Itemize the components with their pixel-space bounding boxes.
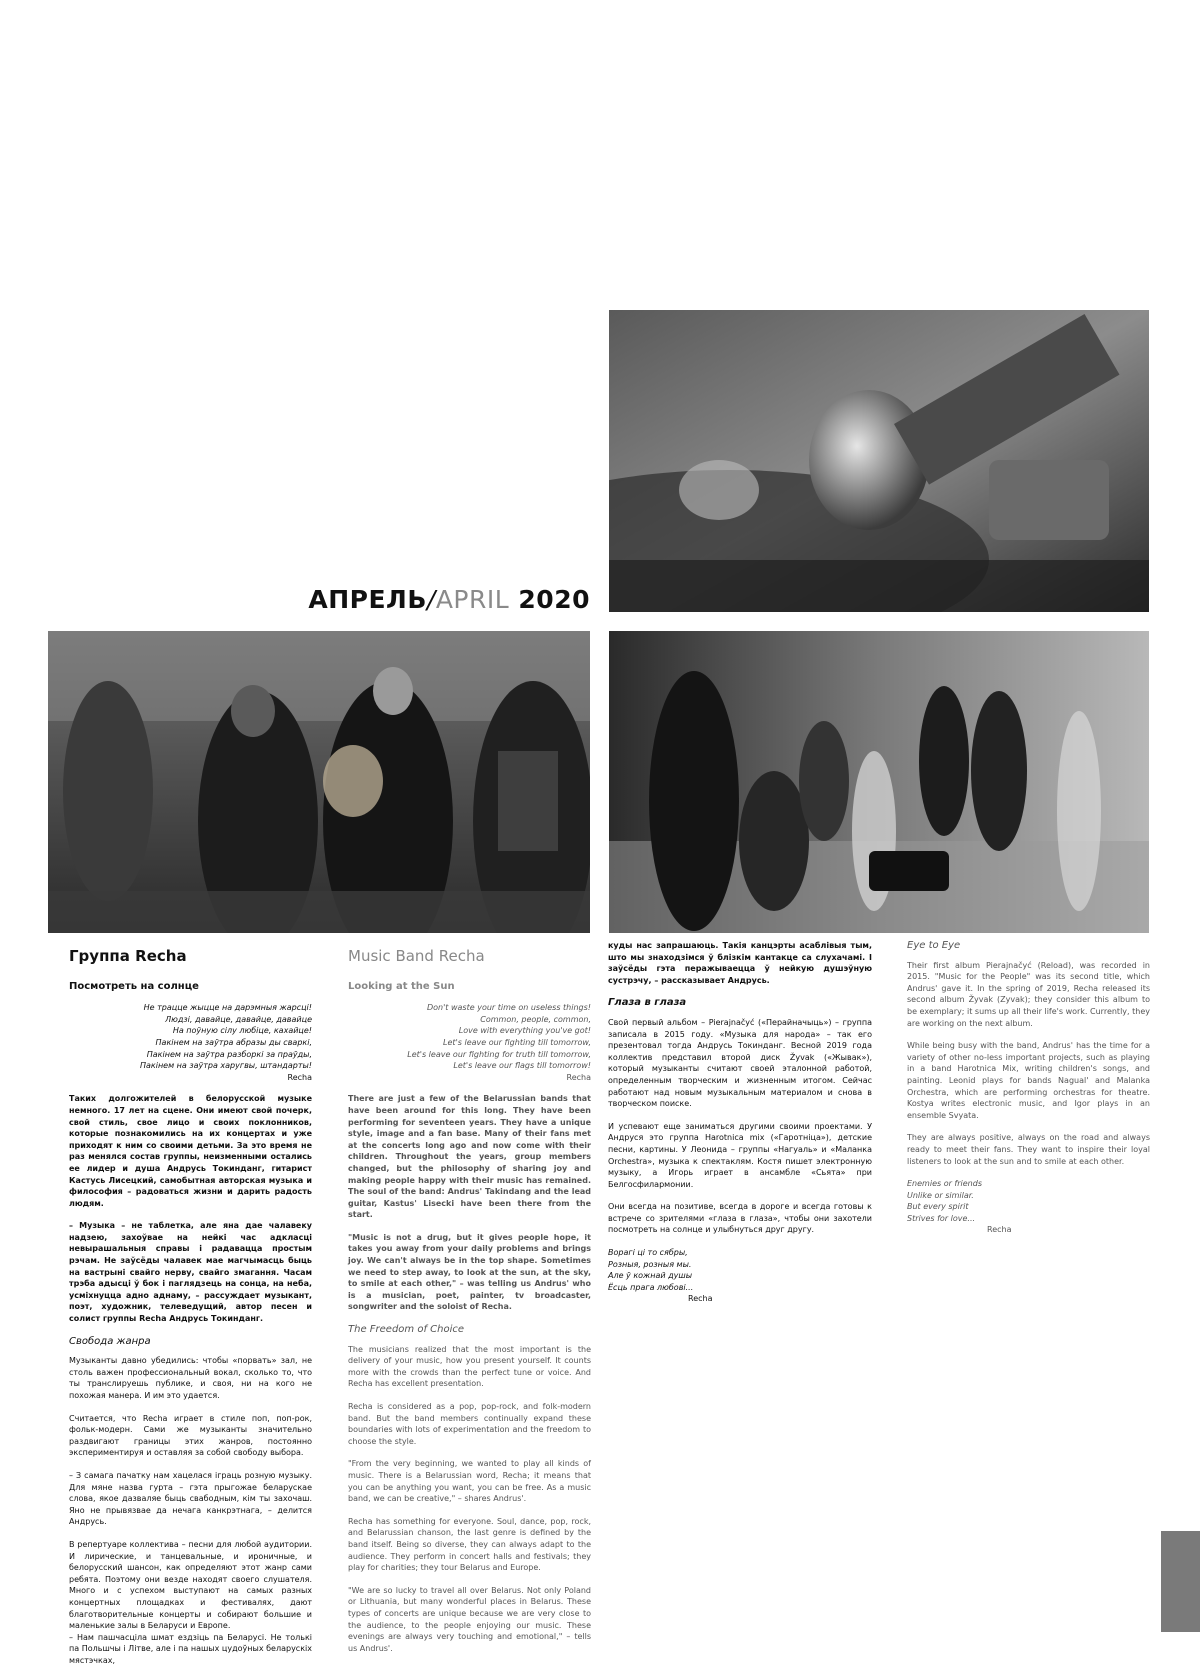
- paragraph: There are just a few of the Belarussian bands that have been around for this long. They have been performing for seventeen years. They have a unique style, image and a fan base. Many of their fans met at the concerts long ago and now come with their children. Throughout the years, group members changed, but the philosophy of sharing joy and making people happy with their music has remained. The soul of the band: Andrus' Takindang and the lead guitar, Kastus' Lisecki have been there from the start.: [348, 1094, 591, 1220]
- article-subtitle-ru: Посмотреть на солнце: [69, 980, 199, 992]
- heading-en: APRIL: [435, 585, 510, 614]
- column-russian-continued: [608, 940, 872, 1315]
- poem-line: Але ў кожнай душы: [608, 1271, 693, 1281]
- paragraph: Свой первый альбом – Pierajnačyć («Перайначыць») – группа записала в 2015 году. «Музыка для народа» – так его презентовал тогда Андрусь Токинданг. Весной 2019 года коллектив представил второй диск Žyvak («Жывак»), который музыканты считают своей эталонной работой, определенным творческим и жизненным итогом. Сейчас работают над новым музыкальным материалом и снова в творческом поиске.: [608, 1017, 872, 1109]
- paragraph: Таких долгожителей в белорусской музыке немного. 17 лет на сцене. Они имеют свой почерк, свой стиль, свое лицо и своих поклонников, которые познакомились на их концертах и уже приходят к ним со своими детьми. За это время не раз менялся состав группы, неизменными остались ее лидер и душа Андрусь Токинданг, гитарист Кастусь Лисецкий, самобытная авторская музыка и философия – радоваться жизни и дарить радость людям.: [69, 1094, 312, 1208]
- paragraph: Они всегда на позитиве, всегда в дороге и всегда готовы к встрече со зрителями «глаза в глаза», чтобы они захотели посмотреть на солнце и улыбнуться друг другу.: [608, 1202, 872, 1235]
- poem-ru: [69, 1002, 312, 1083]
- paragraph: "We are so lucky to travel all over Belarus. Not only Poland or Lithuania, but many wonderful places in Belarus. These types of concerts are unique because we are very close to the audience, to the people enjoying our music. These evenings are always very touching and emotional," – tells us Andrus'.: [348, 1585, 591, 1653]
- article-title-en: Music Band Recha: [348, 947, 485, 965]
- poem-en: [348, 1002, 591, 1083]
- paragraph: В репертуаре коллектива – песни для любой аудитории. И лирические, и танцевальные, и ироничные, и белорусский шансон, как определяют этот жанр сами ребята. Поэтому они везде находят своего слушателя. Много и с успехом выступают на самых разных концертных площадках и фестивалях, дают благотворительные концерты и собирают большие и маленькие залы в Беларуси и Европе.: [69, 1539, 312, 1631]
- article-subtitle-en: Looking at the Sun: [348, 980, 455, 992]
- poem-line: Ворагі ці то сябры,: [608, 1248, 688, 1258]
- poem-by: [608, 1247, 872, 1305]
- poem-line: Let's leave our fighting for truth till tomorrow,: [407, 1049, 591, 1059]
- poem-line: Don't waste your time on useless things!: [426, 1003, 591, 1013]
- heading-slash: /: [426, 585, 436, 614]
- paragraph: куды нас запрашаюць. Такія канцэрты асаблівыя тым, што мы знаходзімся ў блізкім кантакце са слухачамі. І заўсёды гэта перажываецца ў нейкую душэўную сустрэчу, – рассказывает Андрусь.: [608, 941, 872, 985]
- band-rehearsal-photo: [609, 631, 1149, 933]
- band-performance-photo: [48, 631, 590, 933]
- poem-line: But every spirit: [907, 1202, 969, 1212]
- page-edge-tab: [1161, 1531, 1200, 1632]
- poem-line: Unlike or similar.: [907, 1190, 974, 1200]
- poem-line: Let's leave our flags till tomorrow!: [453, 1061, 591, 1071]
- paragraph: – З самага пачатку нам хацелася іграць розную музыку. Для мяне назва гурта – гэта прыгожае беларускае слова, якое дазваляе быць свабодным, кім ты захочаш. Яно не прывязвае да нечага канкрэтнага, – делится Андрусь.: [69, 1470, 312, 1527]
- paragraph: – Нам пашчасціла шмат ездзіць па Беларусі. Не толькі па Польшчы і Літве, але і па нашых цудоўных беларускіх мястэчках,: [69, 1632, 312, 1665]
- section-heading: Свобода жанра: [69, 1335, 151, 1347]
- poem-line: Пакінем на заўтра разборкі за праўды,: [146, 1049, 312, 1059]
- poem-signature: Recha: [566, 1072, 591, 1082]
- poem-line: Ёсць прага любові...: [608, 1282, 694, 1292]
- paragraph: Recha has something for everyone. Soul, dance, pop, rock, and Belarussian chanson, the last genre is defined by the band itself. Being so diverse, they can always adapt to the audience. They perform in concert halls and festivals; they play for charities; they tour Belarus and Europe.: [348, 1516, 591, 1573]
- heading-ru: АПРЕЛЬ: [308, 585, 427, 614]
- poem-signature: Recha: [688, 1294, 713, 1304]
- column-english-continued: [907, 940, 1150, 1246]
- paragraph: "Music is not a drug, but it gives people hope, it takes you away from your daily problems and brings joy. We can't always be in the top shape. Sometimes we need to step away, to look at the sun, at the sky, to smile at each other," – was telling us Andrus' who is a musician, poet, painter, tv broadcaster, songwriter and the soloist of Recha.: [348, 1232, 591, 1312]
- poem-line: Love with everything you've got!: [458, 1026, 591, 1036]
- poem-line: Розныя, розныя мы.: [608, 1259, 692, 1269]
- microphone-photo: [609, 310, 1149, 612]
- poem-en-2: [907, 1178, 1150, 1236]
- poem-line: Пакінем на заўтра харугвы, штандарты!: [139, 1061, 312, 1071]
- column-russian: [69, 940, 312, 1677]
- section-heading: Eye to Eye: [907, 940, 961, 951]
- paragraph: They are always positive, always on the road and always ready to meet their fans. They want to inspire their loyal listeners to look at the sun and to smile at each other.: [907, 1133, 1150, 1166]
- poem-line: Пакінем на заўтра абразы ды сваркі,: [155, 1037, 312, 1047]
- poem-signature: Recha: [287, 1072, 312, 1082]
- poem-signature: Recha: [987, 1225, 1012, 1235]
- paragraph: "From the very beginning, we wanted to play all kinds of music. There is a Belarussian word, Recha; it means that you can be anything you want, you can be free. As a music band, we can be creative," – shares Andrus'.: [348, 1459, 591, 1504]
- paragraph: Their first album Pierajnačyć (Reload), was recorded in 2015. "Music for the People" was its second title, which Andrus' gave it. In the spring of 2019, Recha released its second album Žyvak (Zyvak); they consider this album to be exemplary; it sums up all their life's work. Currently, they are working on the next album.: [907, 960, 1150, 1028]
- poem-line: Common, people, common,: [480, 1014, 591, 1024]
- article-title-ru: Группа Recha: [69, 947, 187, 965]
- paragraph: И успевают еще заниматься другими своими проектами. У Андруся это группа Harotnica mix («Гаротніца»), детские песни, картины. У Леонида – группы «Нагуаль» и «Маланка Orchestra», музыка к спектаклям. Костя пишет электронную музыку, а Игорь играет в ансамбле «Сьята» при Белгосфилармонии.: [608, 1121, 872, 1189]
- paragraph: Музыканты давно убедились: чтобы «порвать» зал, не столь важен профессиональный вокал, сколько то, что ты транслируешь публике, и своя, ни на кого не похожая манера. И им это удается.: [69, 1356, 312, 1400]
- section-heading: Глаза в глаза: [608, 997, 687, 1009]
- paragraph: The musicians realized that the most important is the delivery of your music, how you present yourself. It counts more with the crowds than the perfect tune or voice. And Recha has excellent presentation.: [348, 1344, 591, 1389]
- heading-year: 2020: [518, 585, 590, 614]
- paragraph: – Музыка – не таблетка, але яна дае чалавеку надзею, захоўвае на нейкі час адкласці невырашальныя справы і радавацца простым рэчам. Не заўсёды чалавек мае магчымасць быць на вастрыні свайго нерву, свайго змагання. Часам трэба адысці ў бок і паглядзець на сонца, на неба, усміхнуцца адно аднаму, – рассуждает музыкант, поэт, художник, телеведущий, автор песен и солист группы Recha Андрусь Токинданг.: [69, 1221, 312, 1324]
- poem-line: Strives for love...: [907, 1213, 976, 1223]
- poem-line: Enemies or friends: [907, 1179, 982, 1189]
- poem-line: Let's leave our fighting till tomorrow,: [443, 1037, 591, 1047]
- section-heading: The Freedom of Choice: [348, 1324, 465, 1336]
- poem-line: Не трацце жыцце на дарэмныя жарсці!: [143, 1003, 312, 1013]
- page-heading: [300, 583, 590, 617]
- paragraph: Recha is considered as a pop, pop-rock, and folk-modern band. But the band members continually expand these boundaries with lots of experimentation and the freedom to choose the style.: [348, 1402, 591, 1446]
- poem-line: Людзі, давайце, давайце, давайце: [165, 1014, 312, 1024]
- paragraph: While being busy with the band, Andrus' has the time for a variety of other no-less important projects, such as playing in a band Harotnica Mix, writing children's songs, and painting. Leonid plays for bands Nagual' and Malanka Orchestra, which are performing orchestras for theatre. Kostya writes electronic music, and Igor plays in an ensemble Svyata.: [907, 1041, 1150, 1120]
- poem-line: На поўную сілу любіце, кахайце!: [172, 1026, 312, 1036]
- paragraph: Считается, что Recha играет в стиле поп, поп-рок, фольк-модерн. Сами же музыканты значительно раздвигают границы этих жанров, постоянно экспериментируя и оставляя за собой свободу выбора.: [69, 1413, 312, 1458]
- column-english: [348, 940, 591, 1665]
